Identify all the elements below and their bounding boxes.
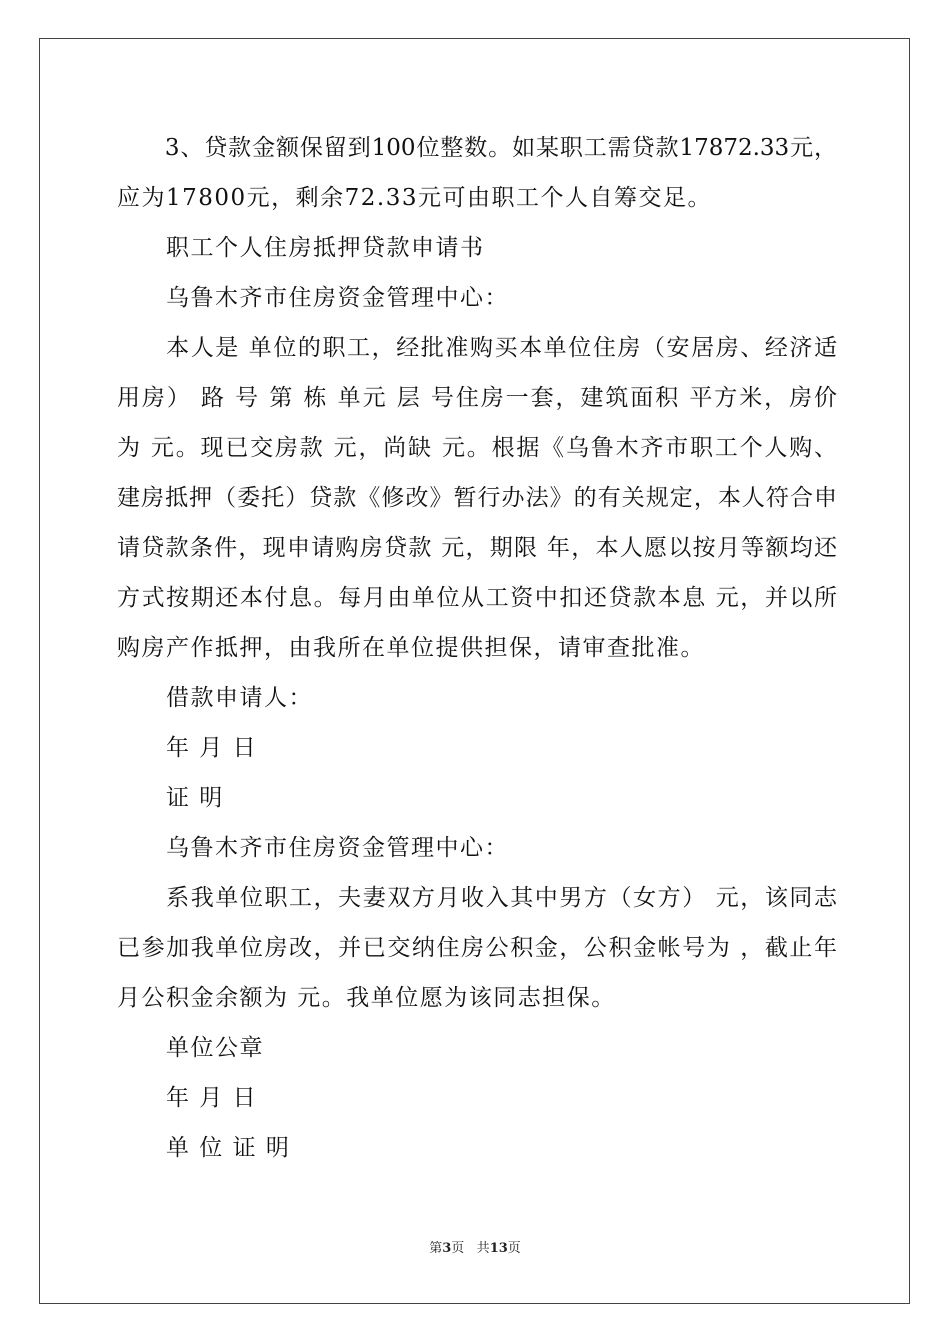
unit-seal-label: 单位公章: [117, 1035, 264, 1061]
paragraph-line: 购房产作抵押，由我所在单位提供担保，请审查批准。: [117, 635, 705, 661]
page-footer: [0, 1240, 950, 1258]
date-line: 年 月 日: [117, 1085, 258, 1111]
date-line: 年 月 日: [117, 735, 258, 761]
paragraph-line: 已参加我单位房改，并已交纳住房公积金，公积金帐号为 ，截止年: [117, 935, 837, 961]
paragraph-line: 系我单位职工，夫妻双方月收入其中男方（女方） 元，该同志: [117, 885, 837, 911]
total-prefix: 共: [476, 1241, 490, 1256]
page-suffix: 页: [451, 1241, 465, 1256]
heading-certificate: 证 明: [117, 785, 224, 811]
paragraph-line: 本人是 单位的职工，经批准购买本单位住房（安居房、经济适: [117, 335, 837, 361]
addressee: 乌鲁木齐市住房资金管理中心：: [117, 285, 509, 311]
heading-unit-certificate: 单 位 证 明: [117, 1135, 291, 1161]
total-suffix: 页: [507, 1241, 521, 1256]
page-number: 3: [442, 1241, 452, 1256]
paragraph-line: 为 元。现已交房款 元，尚缺 元。根据《乌鲁木齐市职工个人购、: [117, 435, 837, 461]
addressee: 乌鲁木齐市住房资金管理中心：: [117, 835, 509, 861]
paragraph-line: 月公积金余额为 元。我单位愿为该同志担保。: [117, 985, 616, 1011]
heading-application: 职工个人住房抵押贷款申请书: [117, 235, 485, 261]
paragraph-line: 请贷款条件，现申请购房贷款 元，期限 年，本人愿以按月等额均还: [117, 535, 837, 561]
paragraph-line: 应为17800元，剩余72.33元可由职工个人自筹交足。: [117, 185, 713, 211]
paragraph-line: 方式按期还本付息。每月由单位从工资中扣还贷款本息 元，并以所: [117, 585, 837, 611]
page-prefix: 第: [429, 1241, 443, 1256]
total-pages: 13: [489, 1241, 508, 1256]
paragraph-line: 用房） 路 号 第 栋 单元 层 号住房一套，建筑面积 平方米，房价: [117, 385, 837, 411]
applicant-label: 借款申请人：: [117, 685, 313, 711]
paragraph-line: 建房抵押（委托）贷款《修改》暂行办法》的有关规定，本人符合申: [117, 485, 837, 511]
paragraph-line: 3、贷款金额保留到100位整数。如某职工需贷款17872.33元，: [117, 135, 837, 161]
